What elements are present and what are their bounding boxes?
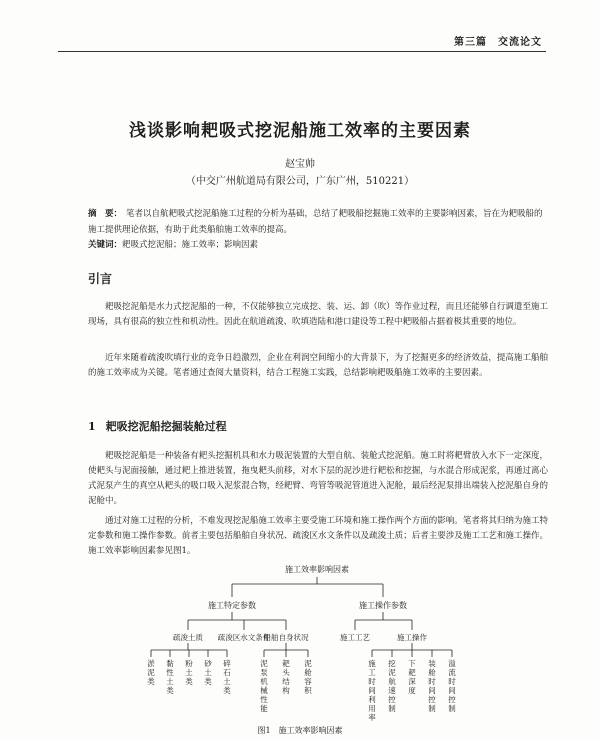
section-1-paragraph-1: 耙吸挖泥船是一种装备有耙头挖掘机具和水力吸泥装置的大型自航、装舱式挖泥船。施工时将耙臂放入水下一定深度，使耙头与泥面接触，通过耙上推进装置，拖曳耙头前移，对水下层的泥沙进行耙松和挖掘，与水混合形成泥浆，再通过离心式泥泵产生的真空从耙头的吸口吸入泥浆混合物，经耙臂、弯管等吸泥管道进入泥舱，最后经泥泵排出端装入挖泥船自身的泥舱中。: [88, 451, 548, 506]
abstract-label: 摘 要：: [88, 209, 123, 219]
keywords-label: 关键词：: [88, 240, 123, 250]
diagram-node-soil: 疏浚土质: [173, 633, 203, 642]
keywords-text: 耙吸式挖泥船；施工效率；影响因素: [122, 240, 259, 250]
diagram-node-hydrology: 疏浚区水文条件: [217, 633, 271, 642]
section-number: 1: [88, 420, 96, 433]
paper-title: 浅谈影响耙吸式挖泥船施工效率的主要因素: [129, 121, 471, 141]
author: 赵宝帅: [285, 159, 315, 170]
section-1-paragraph-2: 通过对施工过程的分析，不难发现挖泥船施工效率主要受施工环境和施工操作两个方面的影响。笔者将其归纳为施工特定参数和施工操作参数。前者主要包括船舶自身状况、疏浚区水文条件以及疏浚土质；后者主要涉及施工工艺和施工操作。施工效率影响因素参见图1。: [88, 516, 548, 556]
diagram-leaf-ship_leaves-2: 泥舱容积: [304, 659, 312, 695]
figure-caption: [0, 725, 600, 736]
figure-caption-text: 施工效率影响因素: [278, 726, 343, 735]
diagram-leaf-soil_leaves-3: 砂土类: [204, 659, 212, 686]
abstract-text: 笔者以自航耙吸式挖泥船施工过程的分析为基础，总结了耙吸船挖掘施工效率的主要影响因素，旨在为耙吸船的施工提供理论依据，有助于此类船舶施工效率的提高。: [88, 209, 543, 235]
diagram-leaf-ship_leaves-1: 耙头结构: [282, 659, 290, 695]
figure-number: 图1: [257, 726, 271, 735]
intro-paragraph-1: 耙吸挖泥船是水力式挖泥船的一种，不仅能够独立完成挖、装、运、卸（吹）等作业过程，而且还能够自行调遣至施工现场，具有很高的独立性和机动性。因此在航道疏浚、吹填造陆和港口建设等工程中耙吸船占据着极其重要的地位。: [88, 302, 548, 327]
diagram-leaf-soil_leaves-2: 粉土类: [185, 659, 193, 686]
diagram-node-process: 施工工艺: [340, 633, 370, 642]
diagram-node-ship: 船舶自身状况: [263, 633, 309, 642]
diagram-node-operation: 施工操作: [397, 633, 427, 642]
intro-paragraph-2: 近年来随着疏浚吹填行业的竞争日趋激烈，企业在利润空间缩小的大背景下，为了挖掘更多的经济效益，提高施工船舶的施工效率成为关键。笔者通过查阅大量资料，结合工程施工实践，总结影响耙吸船施工效率的主要因素。: [88, 353, 548, 378]
diagram-right-branch: 施工操作参数: [359, 601, 407, 610]
intro-heading: 引言: [88, 272, 113, 286]
diagram-root: 施工效率影响因素: [285, 565, 349, 574]
diagram-leaf-ops_leaves-0: 施工时间利用率: [368, 659, 376, 722]
diagram-leaf-ops_leaves-2: 下耙深度: [408, 659, 416, 695]
diagram-leaf-soil_leaves-1: 黏性土类: [166, 659, 174, 695]
diagram-leaf-ops_leaves-3: 装舱时间控制: [428, 659, 436, 713]
diagram-leaf-soil_leaves-4: 碎石土类: [223, 659, 231, 695]
diagram-leaf-ops_leaves-1: 挖泥航速控制: [388, 659, 396, 713]
diagram-left-branch: 施工特定参数: [208, 601, 256, 610]
running-header: 第三篇 交流论文: [454, 37, 542, 48]
diagram-leaf-soil_leaves-0: 淤泥类: [147, 659, 155, 686]
diagram-leaf-ops_leaves-4: 溢流时间控制: [448, 659, 456, 713]
section-title: 耙吸挖泥船挖掘装舱过程: [105, 420, 227, 433]
affiliation: （中交广州航道局有限公司，广东广州，510221）: [185, 176, 415, 187]
diagram-leaf-ship_leaves-0: 泥泵机械性能: [260, 659, 268, 713]
